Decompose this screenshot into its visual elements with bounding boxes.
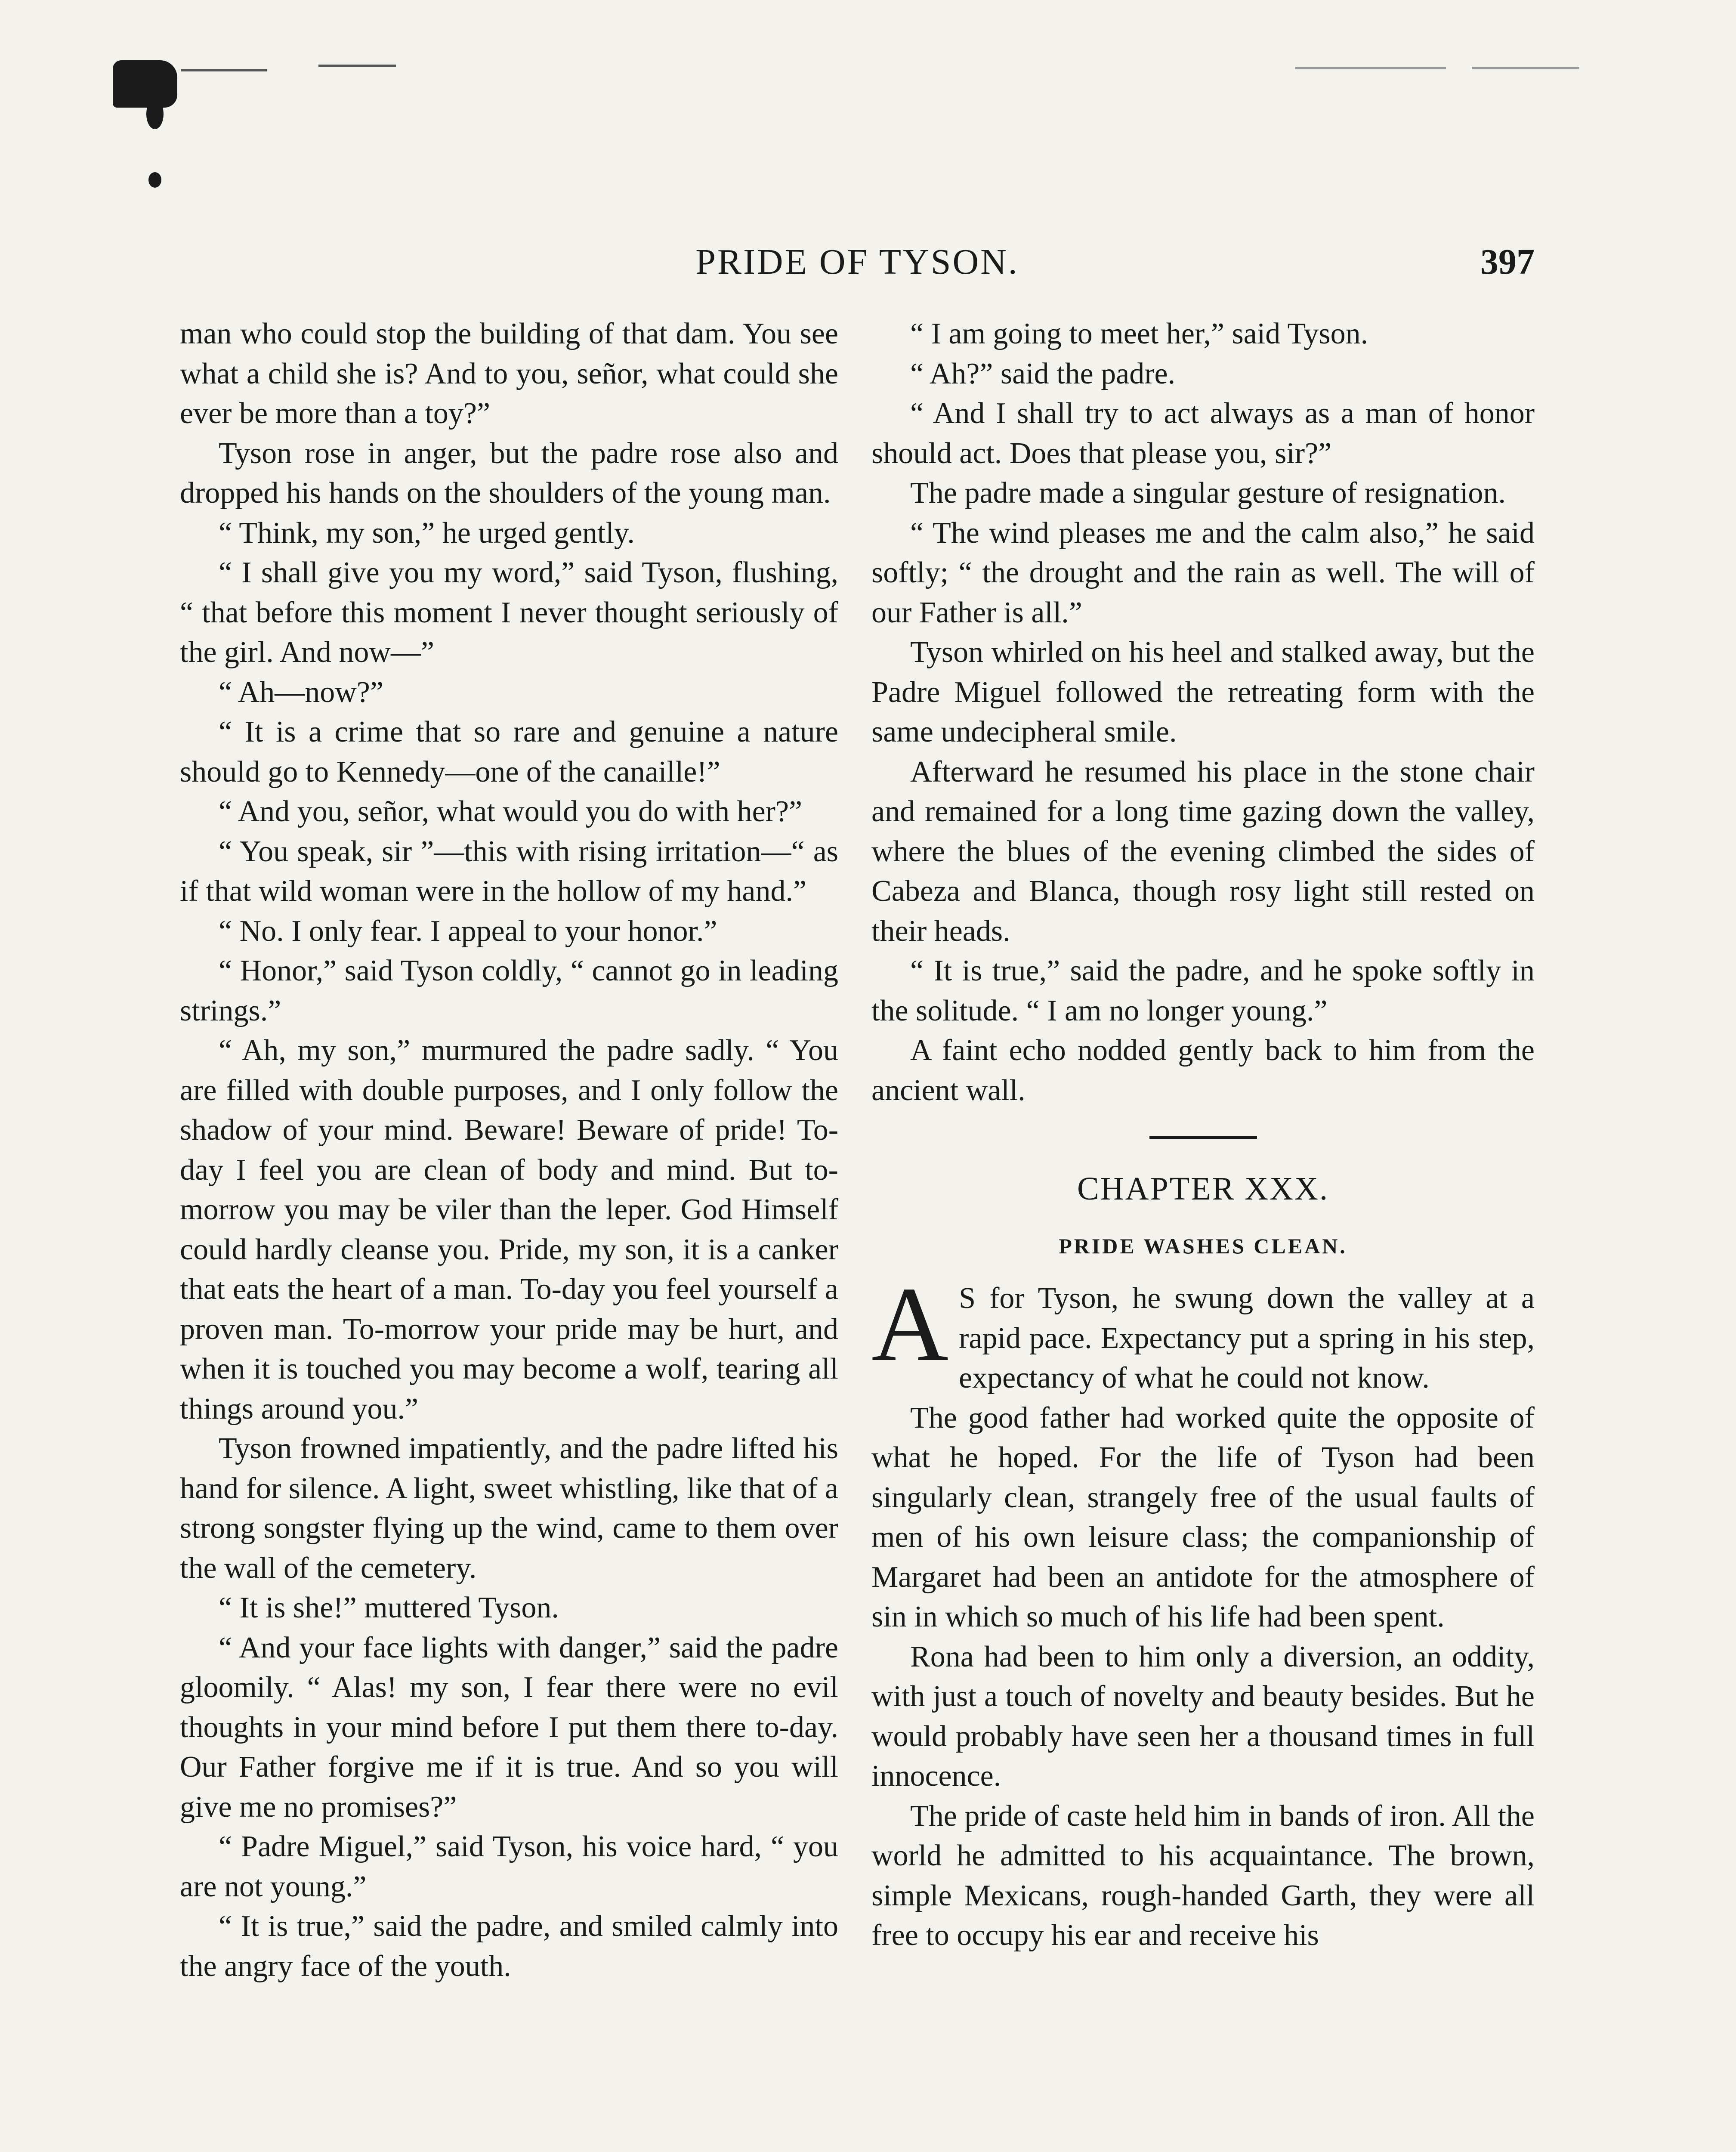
opening-text: S for Tyson, he swung down the valley at a rapid pace. Expectancy put a spring in his step, expectancy of what he could not know. (959, 1282, 1535, 1394)
paragraph: “ It is true,” said the padre, and he spoke softly in the solitude. “ I am no longer young.” (871, 954, 1535, 1027)
paragraph: The padre made a singular gesture of resignation. (910, 476, 1506, 510)
paragraph: Rona had been to him only a diversion, an oddity, with just a touch of novelty and beauty besides. But he would probably have seen her a thousand times in full innocence. (871, 1640, 1535, 1793)
paragraph: man who could stop the building of that dam. You see what a child she is? And to you, señor, what could she ever be more than a toy?” (180, 317, 838, 430)
paragraph: “ No. I only fear. I appeal to your honor.” (219, 914, 717, 948)
paragraph: Tyson rose in anger, but the padre rose also and dropped his hands on the shoulders of the young man. (180, 436, 838, 510)
section-divider (1149, 1136, 1257, 1139)
scan-mark (1472, 67, 1579, 69)
paragraph: The pride of caste held him in bands of iron. All the world he admitted to his acquaintance. The brown, simple Mexicans, rough-handed Garth, they were all free to occupy his ear and receive his (871, 1799, 1535, 1952)
paragraph: “ Honor,” said Tyson coldly, “ cannot go in leading strings.” (180, 954, 838, 1027)
paragraph: “ I shall give you my word,” said Tyson, flushing, “ that before this moment I never thought seriously of the girl. And now—” (180, 556, 838, 669)
paragraph: “ The wind pleases me and the calm also,” he said softly; “ the drought and the rain as well. The will of our Father is all.” (871, 516, 1535, 629)
chapter-subtitle: PRIDE WASHES CLEAN. (1059, 1234, 1347, 1258)
paragraph: “ Think, my son,” he urged gently. (219, 516, 635, 550)
paragraph: “ Padre Miguel,” said Tyson, his voice hard, “ you are not young.” (180, 1830, 838, 1903)
paragraph: “ And you, señor, what would you do with her?” (219, 795, 803, 828)
paragraph: Tyson frowned impatiently, and the padre lifted his hand for silence. A light, sweet whistling, like that of a strong songster flying up the wind, came to them over the wall of the cemetery. (180, 1432, 838, 1585)
ink-smudge (148, 172, 161, 188)
scan-mark (1295, 67, 1446, 69)
paragraph: “ I am going to meet her,” said Tyson. (910, 317, 1368, 350)
ink-smudge (146, 99, 164, 129)
paragraph: “ It is true,” said the padre, and smiled calmly into the angry face of the youth. (180, 1910, 838, 1983)
paragraph: A faint echo nodded gently back to him from the ancient wall. (871, 1034, 1535, 1107)
paragraph: “ And your face lights with danger,” said the padre gloomily. “ Alas! my son, I fear there were no evil thoughts in your mind before I put them there to-day. Our Father forgive me if it is true. And so you will give me no promises?” (180, 1631, 838, 1824)
left-column (180, 314, 838, 1986)
drop-cap: A (871, 1265, 949, 1383)
paragraph: “ It is she!” muttered Tyson. (219, 1591, 559, 1624)
paragraph: “ It is a crime that so rare and genuine a nature should go to Kennedy—one of the canaille!” (180, 715, 838, 788)
chapter-opening-paragraph (871, 1265, 1535, 1398)
scan-mark (181, 69, 267, 71)
chapter-title: CHAPTER XXX. (1077, 1171, 1329, 1207)
paragraph: Tyson whirled on his heel and stalked away, but the Padre Miguel followed the retreating form with the same undecipheral smile. (871, 636, 1535, 748)
paragraph: “ Ah?” said the padre. (910, 357, 1176, 390)
paragraph: “ You speak, sir ”—this with rising irritation—“ as if that wild woman were in the hollow of my hand.” (180, 835, 838, 908)
paragraph: “ Ah, my son,” murmured the padre sadly. “ You are filled with double purposes, and I only follow the shadow of your mind. Beware! Beware of pride! To-day I feel you are clean of body and mind. But to-morrow you may be viler than the leper. God Himself could hardly cleanse you. Pride, my son, it is a canker that eats the heart of a man. To-day you feel yourself a proven man. To-morrow your pride may be hurt, and when it is touched you may become a wolf, tearing all things around you.” (180, 1034, 838, 1425)
scan-mark (318, 65, 396, 67)
page-number: 397 (1480, 242, 1535, 282)
paragraph: “ Ah—now?” (219, 675, 383, 709)
running-title: PRIDE OF TYSON. (695, 242, 1019, 282)
paragraph: The good father had worked quite the opposite of what he hoped. For the life of Tyson had been singularly clean, strangely free of the usual faults of men of his own leisure class; the companionship of Margaret had been an antidote for the atmosphere of sin in which so much of his life had been spent. (871, 1401, 1535, 1633)
paragraph: Afterward he resumed his place in the stone chair and remained for a long time gazing down the valley, where the blues of the evening climbed the sides of Cabeza and Blanca, though rosy light still rested on their heads. (871, 755, 1535, 948)
right-column (871, 314, 1535, 1956)
paragraph: “ And I shall try to act always as a man of honor should act. Does that please you, sir?” (871, 397, 1535, 470)
ink-smudge (113, 60, 177, 108)
page-header (180, 241, 1535, 293)
